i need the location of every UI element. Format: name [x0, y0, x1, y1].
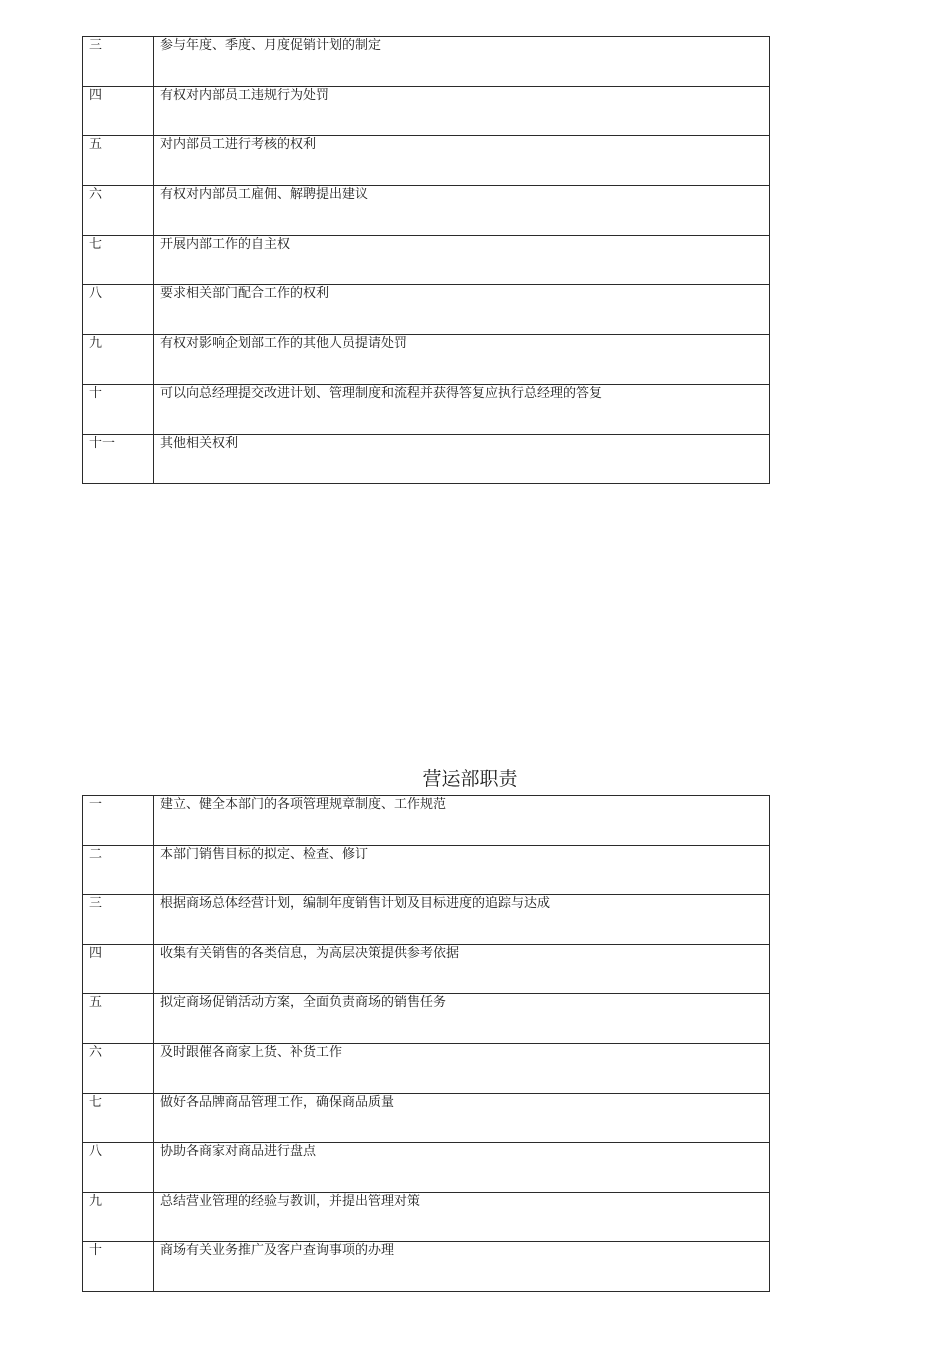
- rights-table-body: [83, 37, 770, 484]
- row-text: 总结营业管理的经验与教训，并提出管理对策: [154, 1192, 770, 1242]
- row-text: 及时跟催各商家上货、补货工作: [154, 1043, 770, 1093]
- table-row: [83, 384, 770, 434]
- table-row: [83, 186, 770, 236]
- duties-table: [82, 795, 770, 1292]
- table-row: [83, 845, 770, 895]
- row-number: 七: [83, 235, 154, 285]
- row-number: 七: [83, 1093, 154, 1143]
- table-row: [83, 335, 770, 385]
- row-number: 八: [83, 1143, 154, 1193]
- table-row: [83, 285, 770, 335]
- row-number: 十一: [83, 434, 154, 484]
- row-number: 五: [83, 136, 154, 186]
- row-number: 九: [83, 335, 154, 385]
- table-row: [83, 1043, 770, 1093]
- row-text: 本部门销售目标的拟定、检查、修订: [154, 845, 770, 895]
- row-number: 十: [83, 1242, 154, 1292]
- table-row: [83, 1242, 770, 1292]
- row-text: 要求相关部门配合工作的权利: [154, 285, 770, 335]
- row-text: 根据商场总体经营计划，编制年度销售计划及目标进度的追踪与达成: [154, 895, 770, 945]
- row-text: 开展内部工作的自主权: [154, 235, 770, 285]
- row-text: 建立、健全本部门的各项管理规章制度、工作规范: [154, 796, 770, 846]
- row-text: 可以向总经理提交改进计划、管理制度和流程并获得答复应执行总经理的答复: [154, 384, 770, 434]
- table-row: [83, 895, 770, 945]
- row-text: 做好各品牌商品管理工作，确保商品质量: [154, 1093, 770, 1143]
- row-number: 四: [83, 86, 154, 136]
- table-row: [83, 37, 770, 87]
- row-number: 六: [83, 1043, 154, 1093]
- table-row: [83, 434, 770, 484]
- row-number: 四: [83, 944, 154, 994]
- table-row: [83, 994, 770, 1044]
- row-number: 五: [83, 994, 154, 1044]
- row-text: 收集有关销售的各类信息，为高层决策提供参考依据: [154, 944, 770, 994]
- table-row: [83, 944, 770, 994]
- table-row: [83, 796, 770, 846]
- row-number: 八: [83, 285, 154, 335]
- table-row: [83, 1093, 770, 1143]
- row-text: 有权对内部员工违规行为处罚: [154, 86, 770, 136]
- row-number: 二: [83, 845, 154, 895]
- table-row: [83, 1192, 770, 1242]
- section-title: 营运部职责: [422, 768, 518, 790]
- row-number: 六: [83, 186, 154, 236]
- row-number: 九: [83, 1192, 154, 1242]
- row-number: 十: [83, 384, 154, 434]
- row-text: 拟定商场促销活动方案，全面负责商场的销售任务: [154, 994, 770, 1044]
- row-text: 参与年度、季度、月度促销计划的制定: [154, 37, 770, 87]
- rights-table: [82, 36, 770, 484]
- table-row: [83, 235, 770, 285]
- row-text: 有权对影响企划部工作的其他人员提请处罚: [154, 335, 770, 385]
- table-row: [83, 86, 770, 136]
- row-text: 有权对内部员工雇佣、解聘提出建议: [154, 186, 770, 236]
- row-text: 协助各商家对商品进行盘点: [154, 1143, 770, 1193]
- row-number: 三: [83, 895, 154, 945]
- row-text: 对内部员工进行考核的权利: [154, 136, 770, 186]
- row-number: 一: [83, 796, 154, 846]
- row-number: 三: [83, 37, 154, 87]
- table-row: [83, 1143, 770, 1193]
- table-row: [83, 136, 770, 186]
- row-text: 商场有关业务推广及客户查询事项的办理: [154, 1242, 770, 1292]
- row-text: 其他相关权利: [154, 434, 770, 484]
- duties-table-body: [83, 796, 770, 1292]
